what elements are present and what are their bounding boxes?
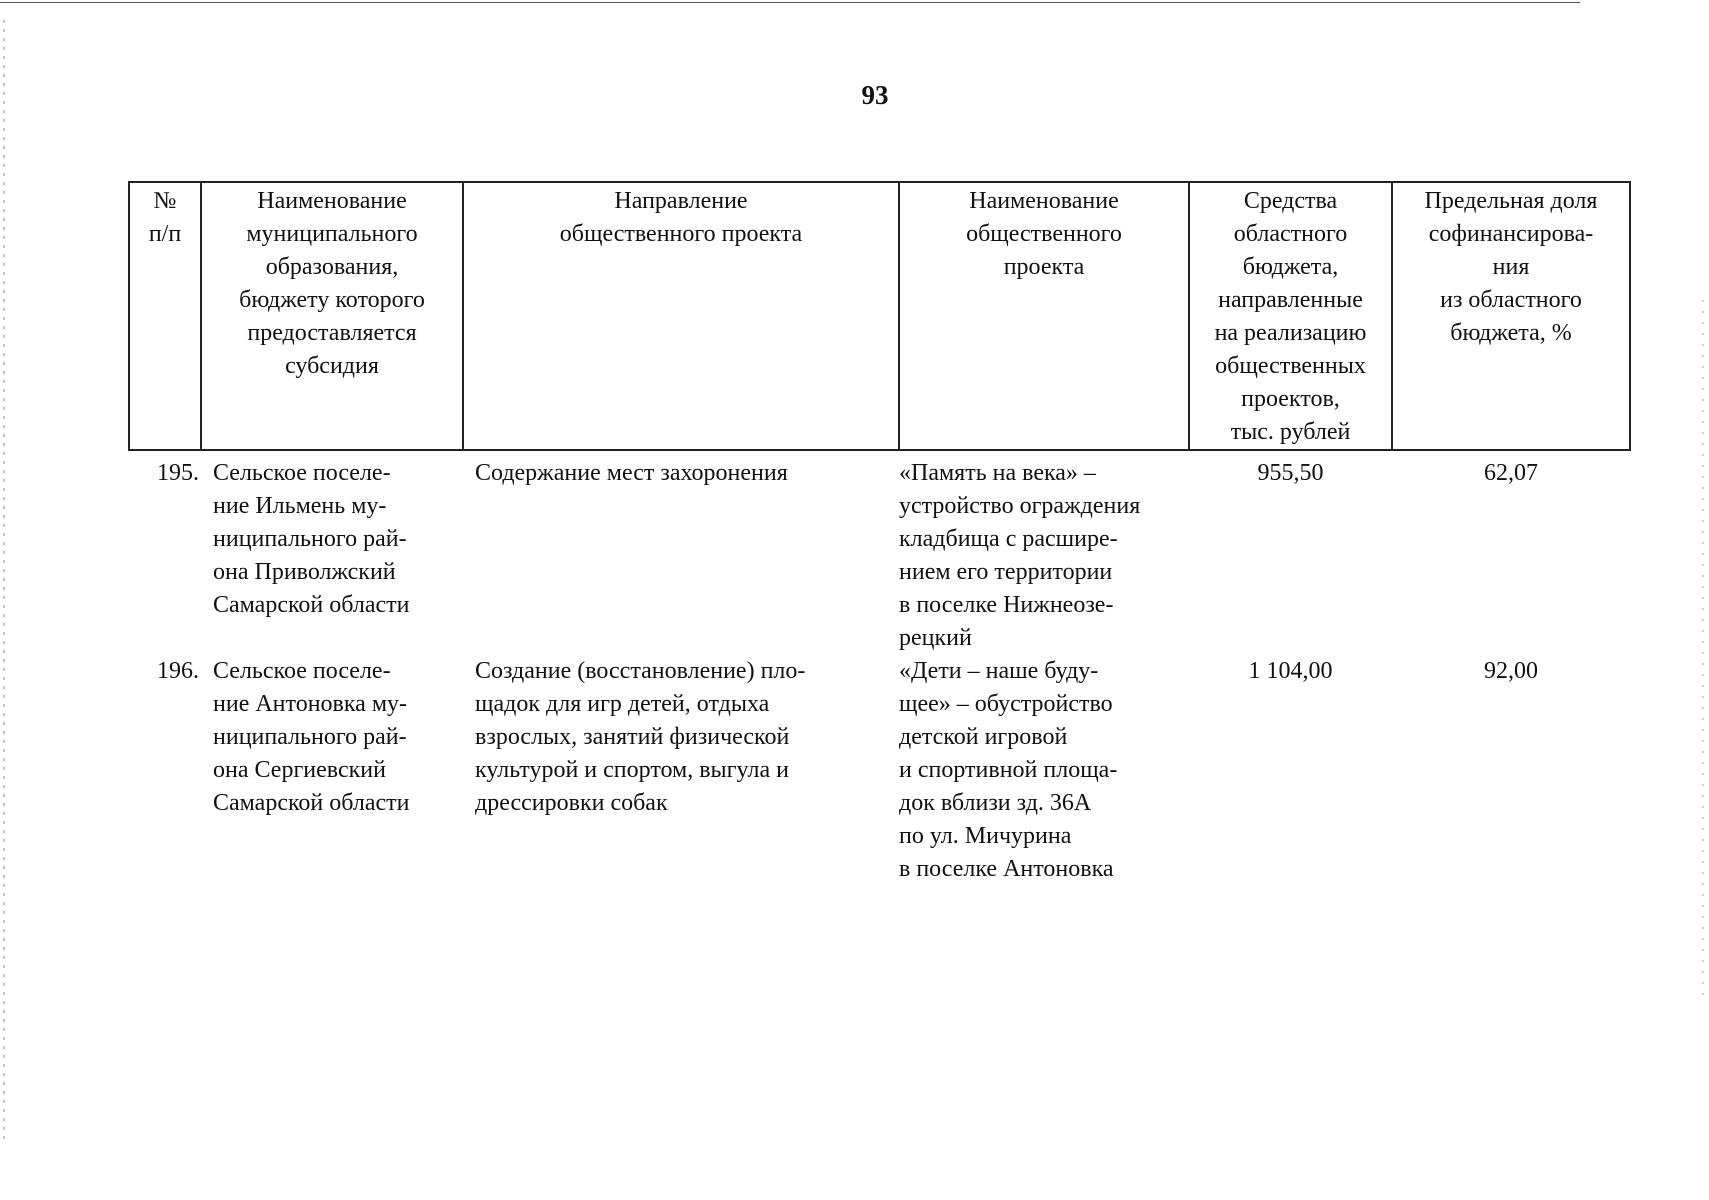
scan-right-edge [1702, 300, 1704, 1000]
row-number: 196. [157, 658, 199, 684]
header-number: № п/п [129, 182, 201, 450]
page-number: 93 [861, 80, 889, 110]
table-row [129, 655, 1630, 886]
header-municipality: Наименование муниципального образования, бюджету которого предоставляется субсидия [201, 182, 463, 450]
header-project-name: Наименование общественного проекта [899, 182, 1189, 450]
row-share: 62,07 [1484, 460, 1538, 486]
table-row [129, 450, 1630, 655]
header-funds: Средства областного бюджета, направленные на реализацию общественных проектов, тыс. рублей [1189, 182, 1392, 450]
row-project-name: «Память на века» – устройство ограждения кладбища с расшире- нием его территории в поселке Нижнеозе- рецкий [899, 460, 1141, 651]
table-header-row [129, 182, 1630, 450]
top-border-line [0, 2, 1580, 3]
subsidy-table [128, 181, 1631, 886]
row-funds: 1 104,00 [1248, 658, 1333, 684]
header-share: Предельная доля софинансирова- ния из областного бюджета, % [1392, 182, 1630, 450]
row-municipality: Сельское поселе- ние Антоновка му- ниципального рай- она Сергиевский Самарской области [213, 658, 410, 816]
header-direction: Направление общественного проекта [463, 182, 899, 450]
row-direction: Содержание мест захоронения [475, 460, 788, 486]
row-number: 195. [157, 460, 199, 486]
scan-left-edge [3, 20, 5, 1140]
row-share: 92,00 [1484, 658, 1538, 684]
row-municipality: Сельское поселе- ние Ильмень му- ниципального рай- она Приволжский Самарской области [213, 460, 410, 618]
row-funds: 955,50 [1257, 460, 1324, 486]
row-project-name: «Дети – наше буду- щее» – обустройство детской игровой и спортивной площа- док вблизи зд. 36А по ул. Мичурина в поселке Антоновка [899, 658, 1118, 882]
row-direction: Создание (восстановление) пло- щадок для игр детей, отдыха взрослых, занятий физической культурой и спортом, выгула и дрессировки собак [475, 658, 806, 816]
